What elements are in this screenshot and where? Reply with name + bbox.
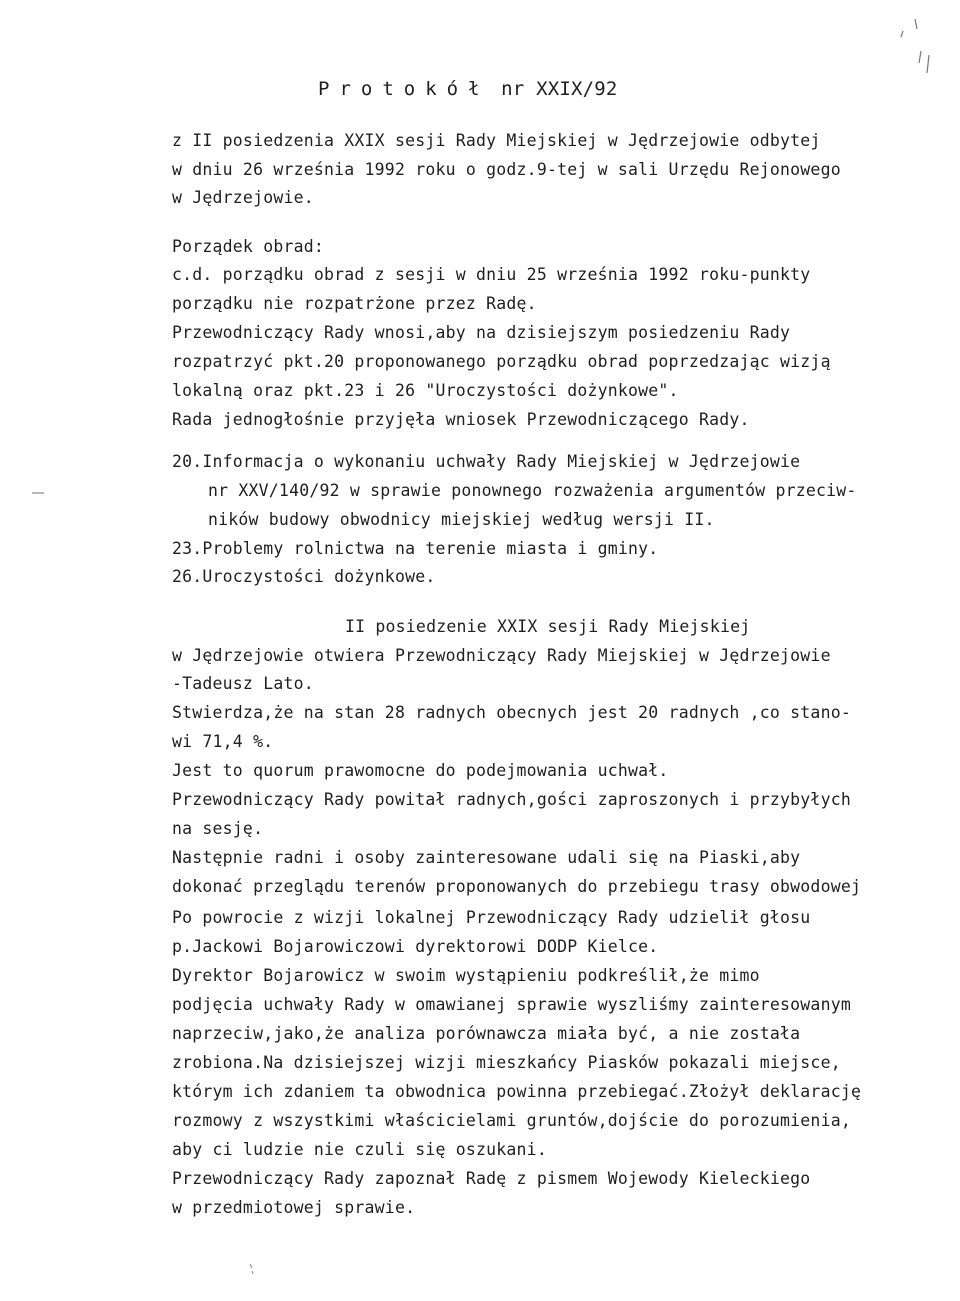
body-line: którym ich zdaniem ta obwodnica powinna przebiegać.Złożył deklarację xyxy=(172,1082,862,1101)
title-number: nr XXIX/92 xyxy=(501,78,618,100)
body-line: dokonać przeglądu terenów proponowanych do przebiegu trasy obwodowej xyxy=(172,877,862,896)
body-line: Przewodniczący Rady zapoznał Radę z pismem Wojewody Kieleckiego xyxy=(172,1169,811,1188)
session-heading: II posiedzenie XXIX sesji Rady Miejskiej xyxy=(345,617,751,636)
body-line: -Tadeusz Lato. xyxy=(172,674,314,693)
agenda-line: rozpatrzyć pkt.20 proponowanego porządku obrad poprzedzając wizją xyxy=(172,352,831,371)
agenda-item-continuation: ników budowy obwodnicy miejskiej według wersji II. xyxy=(208,510,715,529)
agenda-item: 23.Problemy rolnictwa na terenie miasta i gminy. xyxy=(172,539,659,558)
body-line: aby ci ludzie nie czuli się oszukani. xyxy=(172,1140,547,1159)
title-word: Protokół xyxy=(318,78,490,100)
agenda-line: Rada jednogłośnie przyjęła wniosek Przewodniczącego Rady. xyxy=(172,410,750,429)
agenda-item: 26.Uroczystości dożynkowe. xyxy=(172,567,436,586)
body-line: zrobiona.Na dzisiejszej wizji mieszkańcy Piasków pokazali miejsce, xyxy=(172,1053,841,1072)
intro-line: z II posiedzenia XXIX sesji Rady Miejskiej w Jędrzejowie odbytej xyxy=(172,131,821,150)
agenda-line: porządku nie rozpatrżone przez Radę. xyxy=(172,294,537,313)
body-line: Przewodniczący Rady powitał radnych,gości zaproszonych i przybyłych xyxy=(172,790,851,809)
body-line: podjęcia uchwały Rady w omawianej sprawie wyszliśmy zainteresowanym xyxy=(172,995,851,1014)
body-line: Po powrocie z wizji lokalnej Przewodniczący Rady udzielił głosu xyxy=(172,908,811,927)
scan-mark-icon xyxy=(895,15,935,75)
intro-line: w Jędrzejowie. xyxy=(172,188,314,207)
body-line: naprzeciw,jako,że analiza porównawcza miała być, a nie została xyxy=(172,1024,801,1043)
body-line: Dyrektor Bojarowicz w swoim wystąpieniu podkreślił,że mimo xyxy=(172,966,760,985)
agenda-line: c.d. porządku obrad z sesji w dniu 25 września 1992 roku-punkty xyxy=(172,265,811,284)
document-title xyxy=(318,78,618,100)
intro-line: w dniu 26 września 1992 roku o godz.9-tej w sali Urzędu Rejonowego xyxy=(172,160,841,179)
body-line: rozmowy z wszystkimi właścicielami gruntów,dojście do porozumienia, xyxy=(172,1111,851,1130)
agenda-item-continuation: nr XXV/140/92 w sprawie ponownego rozważenia argumentów przeciw- xyxy=(208,481,857,500)
scan-dash-icon xyxy=(32,490,46,496)
body-line: Stwierdza,że na stan 28 radnych obecnych jest 20 radnych ,co stano- xyxy=(172,703,851,722)
body-line: na sesję. xyxy=(172,819,264,838)
body-line: wi 71,4 %. xyxy=(172,732,274,751)
agenda-header: Porządek obrad: xyxy=(172,237,325,256)
body-line: Jest to quorum prawomocne do podejmowania uchwał. xyxy=(172,761,669,780)
agenda-item: 20.Informacja o wykonaniu uchwały Rady Miejskiej w Jędrzejowie xyxy=(172,452,801,471)
body-line: w przedmiotowej sprawie. xyxy=(172,1198,416,1217)
scan-speck-icon xyxy=(248,1262,256,1276)
body-line: p.Jackowi Bojarowiczowi dyrektorowi DODP Kielce. xyxy=(172,937,659,956)
body-line: Następnie radni i osoby zainteresowane udali się na Piaski,aby xyxy=(172,848,801,867)
agenda-line: Przewodniczący Rady wnosi,aby na dzisiejszym posiedzeniu Rady xyxy=(172,323,791,342)
agenda-line: lokalną oraz pkt.23 i 26 "Uroczystości dożynkowe". xyxy=(172,381,679,400)
body-line: w Jędrzejowie otwiera Przewodniczący Rady Miejskiej w Jędrzejowie xyxy=(172,646,831,665)
